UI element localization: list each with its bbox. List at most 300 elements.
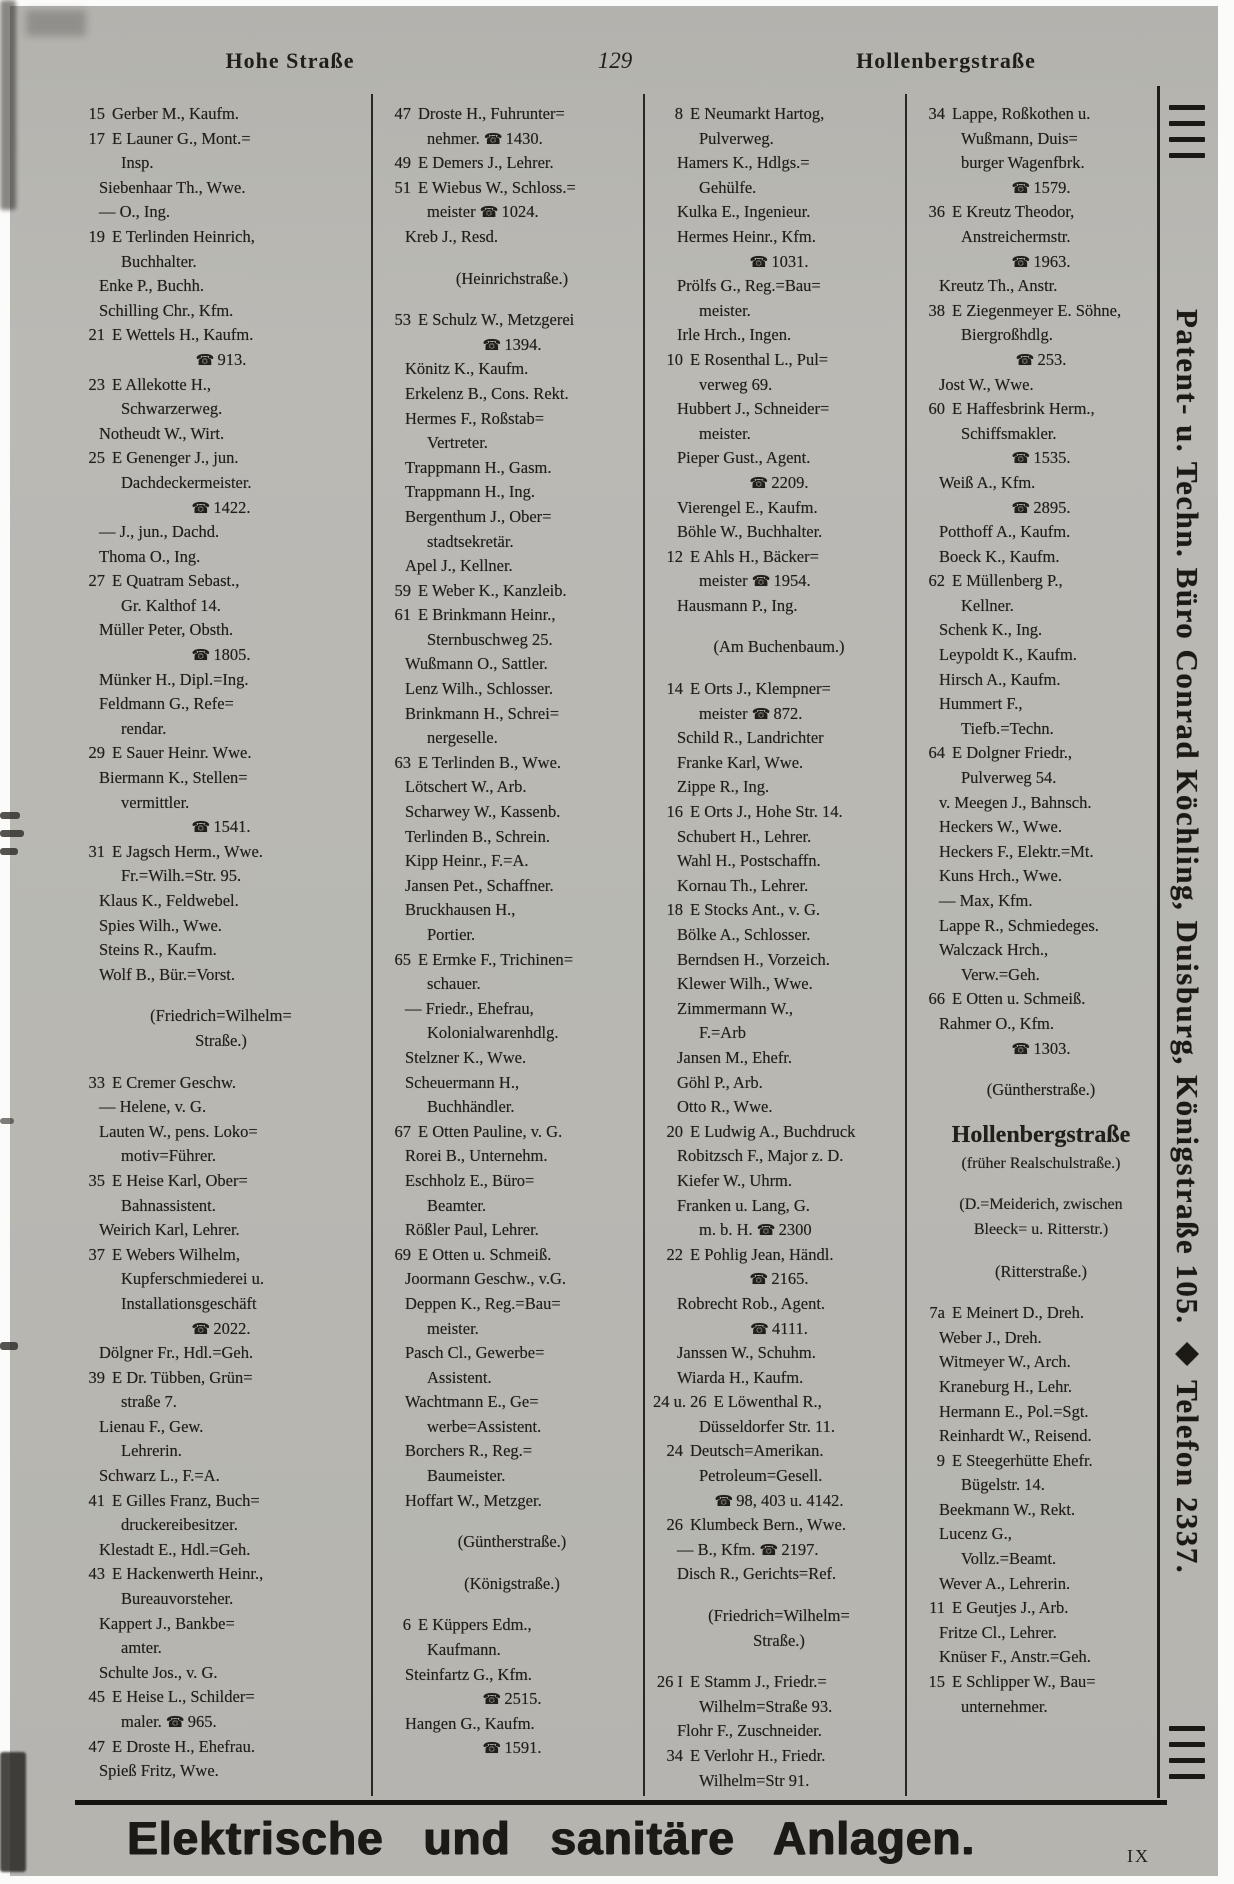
directory-line: Scheuermann H., <box>405 1072 520 1092</box>
phone-icon: ☎ <box>479 203 498 222</box>
scan-artifact <box>0 812 20 819</box>
directory-line: Knüser F., Anstr.=Geh. <box>939 1647 1091 1667</box>
phone-icon: ☎ <box>751 572 770 591</box>
directory-line: Feldmann G., Refe= <box>99 694 234 714</box>
house-number: 47 <box>88 1736 105 1756</box>
house-number: 16 <box>666 802 683 822</box>
directory-column-1 <box>75 94 371 1796</box>
directory-line: Eschholz E., Büro= <box>405 1170 535 1190</box>
directory-line: Portier. <box>427 925 476 944</box>
banner-rule <box>75 1800 1167 1805</box>
directory-line: ☎ 1805. <box>191 645 251 665</box>
directory-line: Bureauvorsteher. <box>121 1589 234 1609</box>
directory-line: Buchhalter. <box>121 251 197 271</box>
directory-line: ☎ 913. <box>195 349 247 369</box>
directory-line: Pasch Cl., Gewerbe= <box>405 1343 545 1363</box>
phone-icon: ☎ <box>759 1540 778 1559</box>
directory-line: Kupferschmiederei u. <box>121 1269 264 1289</box>
directory-line: — J., jun., Dachd. <box>99 522 220 542</box>
directory-line: Gehülfe. <box>699 177 757 197</box>
scan-artifact <box>0 1342 18 1350</box>
directory-line: m. b. H. ☎ 2300 <box>699 1220 812 1240</box>
directory-line: Trappmann H., Gasm. <box>405 457 552 477</box>
directory-line: nergeselle. <box>427 728 498 748</box>
directory-line: Beekmann W., Rekt. <box>939 1499 1076 1519</box>
directory-line: Anstreichermstr. <box>961 226 1071 246</box>
directory-line: straße 7. <box>121 1392 177 1412</box>
house-number: 49 <box>394 153 411 173</box>
directory-line: Walczack Hrch., <box>939 940 1049 960</box>
directory-line: 7a E Meinert D., Dreh. <box>915 1301 1167 1326</box>
house-number: 38 <box>928 300 945 320</box>
directory-line: Rorei B., Unternehm. <box>405 1146 548 1166</box>
directory-line: Müller Peter, Obsth. <box>99 620 234 640</box>
house-number: 15 <box>928 1672 945 1692</box>
directory-line: Kreutz Th., Anstr. <box>939 276 1058 296</box>
directory-line: rendar. <box>121 718 167 738</box>
directory-line: Wilhelm=Straße 93. <box>699 1696 833 1716</box>
page-header <box>75 48 1167 74</box>
directory-line: Bölke A., Schlosser. <box>677 925 811 944</box>
house-number: 69 <box>394 1244 411 1264</box>
directory-line: Biermann K., Stellen= <box>99 768 248 788</box>
directory-line: Hummert F., <box>939 694 1023 714</box>
directory-line: Thoma O., Ing. <box>99 546 201 566</box>
directory-line: stadtsekretär. <box>427 531 514 551</box>
directory-line: Baumeister. <box>427 1466 506 1486</box>
directory-line: vermittler. <box>121 792 190 812</box>
directory-line: Bergenthum J., Ober= <box>405 506 552 526</box>
directory-line: 36 E Kreutz Theodor, <box>915 200 1167 225</box>
directory-line: Irle Hrch., Ingen. <box>677 325 792 345</box>
directory-line: Insp. <box>121 153 154 173</box>
directory-line: Spies Wilh., Wwe. <box>99 915 222 935</box>
house-number: 18 <box>666 900 683 920</box>
directory-line: Böhle W., Buchhalter. <box>677 522 823 542</box>
directory-line: Leypoldt K., Kaufm. <box>939 645 1077 665</box>
directory-line: (D.=Meiderich, zwischen <box>959 1196 1123 1214</box>
directory-line: (Güntherstraße.) <box>457 1532 567 1552</box>
directory-line: Rößler Paul, Lehrer. <box>405 1220 539 1240</box>
directory-line: Lenz Wilh., Schlosser. <box>405 679 553 699</box>
directory-line: 51 E Wiebus W., Schloss.= <box>381 176 643 201</box>
directory-line: Münker H., Dipl.=Ing. <box>99 669 249 689</box>
directory-line: motiv=Führer. <box>121 1146 217 1166</box>
directory-line: ☎ 1422. <box>191 497 251 517</box>
directory-line: ☎ 1303. <box>1011 1038 1071 1058</box>
house-number: 63 <box>394 752 411 772</box>
directory-line: Reinhardt W., Reisend. <box>939 1426 1092 1446</box>
directory-line: 27 E Quatram Sebast., <box>75 569 367 594</box>
house-number: 62 <box>928 571 945 591</box>
directory-line: 69 E Otten u. Schmeiß. <box>381 1243 643 1268</box>
directory-line: Steinfartz G., Kfm. <box>405 1664 532 1684</box>
directory-line: Hermes F., Roßstab= <box>405 408 545 428</box>
directory-line: Otto R., Wwe. <box>677 1097 773 1117</box>
directory-line: Hoffart W., Metzger. <box>405 1490 542 1510</box>
directory-line: 16 E Orts J., Hohe Str. 14. <box>653 800 905 825</box>
directory-line: Kreb J., Resd. <box>405 226 499 246</box>
directory-line: Biergroßhdlg. <box>961 325 1053 345</box>
directory-line: Franken u. Lang, G. <box>677 1195 810 1215</box>
directory-line: (Königstraße.) <box>464 1573 560 1593</box>
directory-line: Weirich Karl, Lehrer. <box>99 1220 240 1240</box>
phone-icon: ☎ <box>482 335 501 354</box>
directory-line: — O., Ing. <box>99 202 171 222</box>
house-number: 59 <box>394 580 411 600</box>
directory-line: Hangen G., Kaufm. <box>405 1713 535 1733</box>
directory-line: 47 E Droste H., Ehefrau. <box>75 1735 367 1760</box>
triple-bar-ornament-bottom <box>1169 1707 1205 1798</box>
house-number: 21 <box>88 325 105 345</box>
sidebar-advert-text: Patent- u. Techn. Büro Conrad Köchling, Duisburg, Königstraße 105. ◆ Telefon 2337. <box>1170 309 1205 1575</box>
house-number: 41 <box>88 1490 105 1510</box>
directory-line: Hausmann P., Ing. <box>677 595 798 615</box>
house-number: 23 <box>88 374 105 394</box>
directory-line: 35 E Heise Karl, Ober= <box>75 1169 367 1194</box>
directory-line: 26 Klumbeck Bern., Wwe. <box>653 1513 905 1538</box>
house-number: 25 <box>88 448 105 468</box>
directory-line: 49 E Demers J., Lehrer. <box>381 151 643 176</box>
directory-line: Fritze Cl., Lehrer. <box>939 1622 1057 1642</box>
directory-line: meister ☎ 1024. <box>427 202 539 222</box>
directory-line: Beamter. <box>427 1195 487 1215</box>
directory-line: Hirsch A., Kaufm. <box>939 669 1061 689</box>
directory-line: Lötschert W., Arb. <box>405 777 527 797</box>
directory-line: 38 E Ziegenmeyer E. Söhne, <box>915 299 1167 324</box>
directory-line: 64 E Dolgner Friedr., <box>915 741 1167 766</box>
directory-line: Wußmann, Duis= <box>961 128 1078 148</box>
phone-icon: ☎ <box>751 704 770 723</box>
house-number: 6 <box>402 1615 411 1635</box>
directory-line: 53 E Schulz W., Metzgerei <box>381 308 643 333</box>
directory-line: Gr. Kalthof 14. <box>121 595 221 615</box>
directory-line: Potthoff A., Kaufm. <box>939 522 1071 542</box>
directory-line: Terlinden B., Schrein. <box>405 826 551 846</box>
directory-line: Witmeyer W., Arch. <box>939 1352 1071 1372</box>
directory-line: schauer. <box>427 974 481 994</box>
phone-icon: ☎ <box>749 473 768 492</box>
directory-line: — B., Kfm. ☎ 2197. <box>677 1539 819 1559</box>
directory-line: burger Wagenfbrk. <box>961 153 1085 173</box>
advert-sidebar <box>1157 86 1214 1798</box>
directory-line: 39 E Dr. Tübben, Grün= <box>75 1366 367 1391</box>
directory-line: 11 E Geutjes J., Arb. <box>915 1596 1167 1621</box>
house-number: 15 <box>88 104 105 123</box>
directory-line: Schenk K., Ing. <box>939 620 1043 640</box>
directory-line: Rahmer O., Kfm. <box>939 1013 1055 1033</box>
house-number: 61 <box>394 605 411 625</box>
directory-line: Schild R., Landrichter <box>677 728 824 748</box>
phone-icon: ☎ <box>165 1713 184 1731</box>
directory-line: Hermes Heinr., Kfm. <box>677 226 816 246</box>
directory-line: ☎ 2165. <box>749 1269 809 1289</box>
directory-line: Tiefb.=Techn. <box>961 718 1054 738</box>
directory-line: 10 E Rosenthal L., Pul= <box>653 348 905 373</box>
phone-icon: ☎ <box>714 1491 733 1510</box>
directory-line: Joormann Geschw., v.G. <box>405 1269 566 1289</box>
directory-line: meister ☎ 872. <box>699 703 803 723</box>
directory-line: ☎ 98, 403 u. 4142. <box>714 1490 844 1510</box>
scan-artifact <box>0 848 18 855</box>
directory-line: Bügelstr. 14. <box>961 1475 1045 1495</box>
directory-line: ☎ 1031. <box>749 251 809 271</box>
directory-line: 19 E Terlinden Heinrich, <box>75 225 367 250</box>
phone-icon: ☎ <box>1011 449 1030 468</box>
directory-line: Berndsen H., Vorzeich. <box>677 949 830 969</box>
directory-line: Buchhändler. <box>427 1097 515 1117</box>
directory-line: (früher Realschulstraße.) <box>961 1154 1121 1172</box>
house-number: 26 <box>666 1515 683 1535</box>
directory-line: nehmer. ☎ 1430. <box>427 128 543 148</box>
directory-line: Schiffsmakler. <box>961 423 1057 443</box>
directory-line: Vierengel E., Kaufm. <box>677 497 818 517</box>
phone-icon: ☎ <box>749 1270 768 1289</box>
directory-line: Kulka E., Ingenieur. <box>677 202 811 222</box>
directory-line: Installationsgeschäft <box>121 1293 257 1313</box>
house-number: 47 <box>394 104 411 123</box>
directory-line: 22 E Pohlig Jean, Händl. <box>653 1243 905 1268</box>
house-number: 37 <box>88 1244 105 1264</box>
directory-line: Wahl H., Postschaffn. <box>677 851 821 871</box>
directory-line: meister. <box>427 1318 479 1338</box>
directory-line: Trappmann H., Ing. <box>405 482 536 502</box>
phone-icon: ☎ <box>756 1221 775 1240</box>
directory-line: 31 E Jagsch Herm., Wwe. <box>75 840 367 865</box>
directory-line: Boeck K., Kaufm. <box>939 546 1060 566</box>
directory-line: Schwarz L., F.=A. <box>99 1466 220 1486</box>
house-number: 7a <box>929 1303 945 1323</box>
house-number: 39 <box>88 1367 105 1387</box>
phone-icon: ☎ <box>191 1319 210 1338</box>
house-number: 34 <box>666 1746 683 1765</box>
directory-line: Jansen Pet., Schaffner. <box>405 875 554 895</box>
house-number: 11 <box>929 1598 945 1618</box>
directory-line: Pulverweg. <box>699 128 774 148</box>
directory-line: F.=Arb <box>699 1023 746 1043</box>
directory-line: 61 E Brinkmann Heinr., <box>381 603 643 628</box>
directory-line: 9 E Steegerhütte Ehefr. <box>915 1449 1167 1474</box>
directory-line: druckereibesitzer. <box>121 1515 238 1535</box>
directory-line: Vollz.=Beamt. <box>961 1549 1057 1569</box>
directory-line: ☎ 253. <box>1015 349 1067 369</box>
directory-line: Enke P., Buchh. <box>99 276 204 296</box>
phone-icon: ☎ <box>483 129 502 148</box>
directory-line: Fr.=Wilh.=Str. 95. <box>121 866 242 886</box>
house-number: 14 <box>666 679 683 699</box>
directory-line: Dölgner Fr., Hdl.=Geh. <box>99 1343 254 1363</box>
house-number: 31 <box>88 841 105 861</box>
phone-icon: ☎ <box>750 1319 768 1338</box>
directory-line: ☎ 1394. <box>482 334 542 354</box>
house-number: 10 <box>666 349 683 369</box>
house-number: 36 <box>928 202 945 222</box>
scan-artifact <box>0 830 24 837</box>
directory-line: 20 E Ludwig A., Buchdruck <box>653 1120 905 1145</box>
house-number: 66 <box>928 989 945 1009</box>
advert-banner <box>75 1800 1167 1865</box>
house-number: 51 <box>394 177 411 197</box>
directory-line: Jansen M., Ehefr. <box>677 1047 793 1067</box>
directory-line: Spieß Fritz, Wwe. <box>99 1761 219 1781</box>
directory-line: 34 E Verlohr H., Friedr. <box>653 1744 905 1769</box>
house-number: 64 <box>928 743 945 763</box>
directory-line: Hubbert J., Schneider= <box>677 399 830 419</box>
directory-line: Kuns Hrch., Wwe. <box>939 866 1062 886</box>
directory-column-3 <box>643 94 905 1796</box>
directory-line: Schulte Jos., v. G. <box>99 1662 218 1682</box>
directory-line: Disch R., Gerichts=Ref. <box>677 1564 837 1584</box>
directory-line: ☎ 1579. <box>1011 177 1071 197</box>
scan-artifact <box>0 1752 26 1872</box>
directory-line: 14 E Orts J., Klempner= <box>653 677 905 702</box>
directory-line: Borchers R., Reg.= <box>405 1441 533 1461</box>
directory-column-4 <box>905 94 1167 1796</box>
binding-edge <box>0 0 16 210</box>
directory-line: Schubert H., Lehrer. <box>677 826 812 846</box>
banner-text: Elektrische und sanitäre Anlagen. <box>126 1812 976 1864</box>
directory-line: 15 Gerber M., Kaufm. <box>75 102 367 127</box>
running-title-left: Hohe Straße <box>225 48 355 73</box>
house-number: 34 <box>928 104 945 123</box>
directory-line: Lappe R., Schmiedeges. <box>939 915 1099 935</box>
directory-line: Siebenhaar Th., Wwe. <box>99 177 246 197</box>
directory-line: ☎ 2515. <box>482 1689 542 1709</box>
directory-line: Flohr F., Zuschneider. <box>677 1721 822 1741</box>
phone-icon: ☎ <box>191 646 210 665</box>
directory-line: Weiß A., Kfm. <box>939 472 1036 492</box>
directory-line: Deppen K., Reg.=Bau= <box>405 1293 561 1313</box>
directory-line: Göhl P., Arb. <box>677 1072 763 1092</box>
directory-line: Schilling Chr., Kfm. <box>99 300 234 320</box>
directory-line: Hamers K., Hdlgs.= <box>677 153 810 173</box>
directory-line: (Friedrich=Wilhelm= <box>708 1606 850 1626</box>
house-number: 67 <box>394 1121 411 1141</box>
directory-line: 67 E Otten Pauline, v. G. <box>381 1120 643 1145</box>
phone-icon: ☎ <box>482 1739 501 1758</box>
phone-icon: ☎ <box>749 252 768 271</box>
directory-line: 24 Deutsch=Amerikan. <box>653 1439 905 1464</box>
phone-icon: ☎ <box>1015 350 1034 369</box>
directory-line: Prölfs G., Reg.=Bau= <box>677 276 821 296</box>
directory-line: Bahnassistent. <box>121 1195 216 1215</box>
directory-line: meister. <box>699 423 751 443</box>
directory-line: Apel J., Kellner. <box>405 556 513 576</box>
directory-line: Robrecht Rob., Agent. <box>677 1293 826 1313</box>
directory-line: unternehmer. <box>961 1696 1048 1716</box>
directory-line: Kaufmann. <box>427 1640 501 1660</box>
phone-icon: ☎ <box>482 1690 501 1709</box>
directory-line: Heckers F., Elektr.=Mt. <box>939 841 1094 861</box>
phone-icon: ☎ <box>1011 1039 1030 1058</box>
house-number: 29 <box>88 743 105 763</box>
directory-line: Schwarzerweg. <box>121 399 223 419</box>
directory-line: ☎ 2022. <box>191 1318 251 1338</box>
directory-line: verweg 69. <box>699 374 773 394</box>
directory-line: Pieper Gust., Agent. <box>677 448 811 468</box>
directory-line: werbe=Assistent. <box>427 1416 542 1436</box>
directory-line: Könitz K., Kaufm. <box>405 359 529 379</box>
running-title-right: Hollenbergstraße <box>856 48 1036 73</box>
directory-line: Wußmann O., Sattler. <box>405 654 548 674</box>
page-number: 129 <box>597 48 633 73</box>
house-number: 26 I <box>656 1672 683 1692</box>
phone-icon: ☎ <box>1011 498 1030 517</box>
directory-line: Vertreter. <box>427 433 488 453</box>
directory-line: Bruckhausen H., <box>405 900 516 920</box>
scan-artifact <box>26 10 86 36</box>
directory-line: Dachdeckermeister. <box>121 472 252 492</box>
directory-line: 41 E Gilles Franz, Buch= <box>75 1489 367 1514</box>
directory-line: 23 E Allekotte H., <box>75 373 367 398</box>
directory-line: ☎ 4111. <box>750 1318 808 1338</box>
directory-line: Straße.) <box>195 1030 247 1050</box>
directory-columns <box>75 94 1167 1796</box>
directory-line: ☎ 2209. <box>749 472 809 492</box>
phone-icon: ☎ <box>1011 178 1030 197</box>
directory-line: 65 E Ermke F., Trichinen= <box>381 948 643 973</box>
directory-line: maler. ☎ 965. <box>121 1712 217 1731</box>
phone-icon: ☎ <box>195 350 214 369</box>
directory-line: Wiarda H., Kaufm. <box>677 1367 804 1387</box>
directory-line: Wolf B., Bür.=Vorst. <box>99 964 236 984</box>
directory-line: Kipp Heinr., F.=A. <box>405 851 529 871</box>
directory-line: 21 E Wettels H., Kaufm. <box>75 323 367 348</box>
house-number: 9 <box>936 1450 945 1470</box>
directory-line: ☎ 1541. <box>191 817 251 837</box>
house-number: 65 <box>394 949 411 969</box>
directory-line: Straße.) <box>753 1630 805 1650</box>
directory-line: 18 E Stocks Ant., v. G. <box>653 898 905 923</box>
house-number: 24 <box>666 1441 683 1461</box>
house-number: 22 <box>666 1244 683 1264</box>
directory-line: Weber J., Dreh. <box>939 1327 1042 1347</box>
directory-line: 17 E Launer G., Mont.= <box>75 127 367 152</box>
directory-line: Lucenz G., <box>939 1524 1012 1544</box>
directory-line: Hermann E., Pol.=Sgt. <box>939 1401 1089 1421</box>
directory-line: — Friedr., Ehefrau, <box>405 998 534 1018</box>
phone-icon: ☎ <box>191 498 210 517</box>
directory-line: 62 E Müllenberg P., <box>915 569 1167 594</box>
directory-line: ☎ 2895. <box>1011 497 1071 517</box>
directory-line: Steins R., Kaufm. <box>99 940 217 960</box>
directory-line: (Heinrichstraße.) <box>455 268 569 288</box>
directory-line: Stelzner K., Wwe. <box>405 1047 527 1067</box>
directory-line: Verw.=Geh. <box>961 964 1040 984</box>
phone-icon: ☎ <box>1011 252 1030 271</box>
directory-line: 45 E Heise L., Schilder= <box>75 1685 367 1710</box>
house-number: 33 <box>88 1072 105 1092</box>
house-number: 20 <box>666 1121 683 1141</box>
directory-line: 25 E Genenger J., jun. <box>75 446 367 471</box>
directory-line: 66 E Otten u. Schmeiß. <box>915 987 1167 1012</box>
directory-line: Jost W., Wwe. <box>939 374 1034 394</box>
house-number: 53 <box>394 310 411 330</box>
directory-line: Kraneburg H., Lehr. <box>939 1376 1073 1396</box>
directory-line: Wachtmann E., Ge= <box>405 1392 539 1412</box>
house-number: 45 <box>88 1687 105 1707</box>
sheet-signature: IX <box>1127 1846 1150 1866</box>
directory-line: — Helene, v. G. <box>99 1097 207 1117</box>
directory-line: Erkelenz B., Cons. Rekt. <box>405 383 569 403</box>
directory-line: Wilhelm=Str 91. <box>699 1770 810 1790</box>
directory-line: Zimmermann W., <box>677 998 793 1018</box>
directory-line: Pulverweg 54. <box>961 768 1057 788</box>
house-number: 60 <box>928 399 945 419</box>
directory-line: Franke Karl, Wwe. <box>677 752 804 772</box>
directory-line: Klewer Wilh., Wwe. <box>677 974 813 994</box>
directory-line: Sternbuschweg 25. <box>427 629 553 649</box>
